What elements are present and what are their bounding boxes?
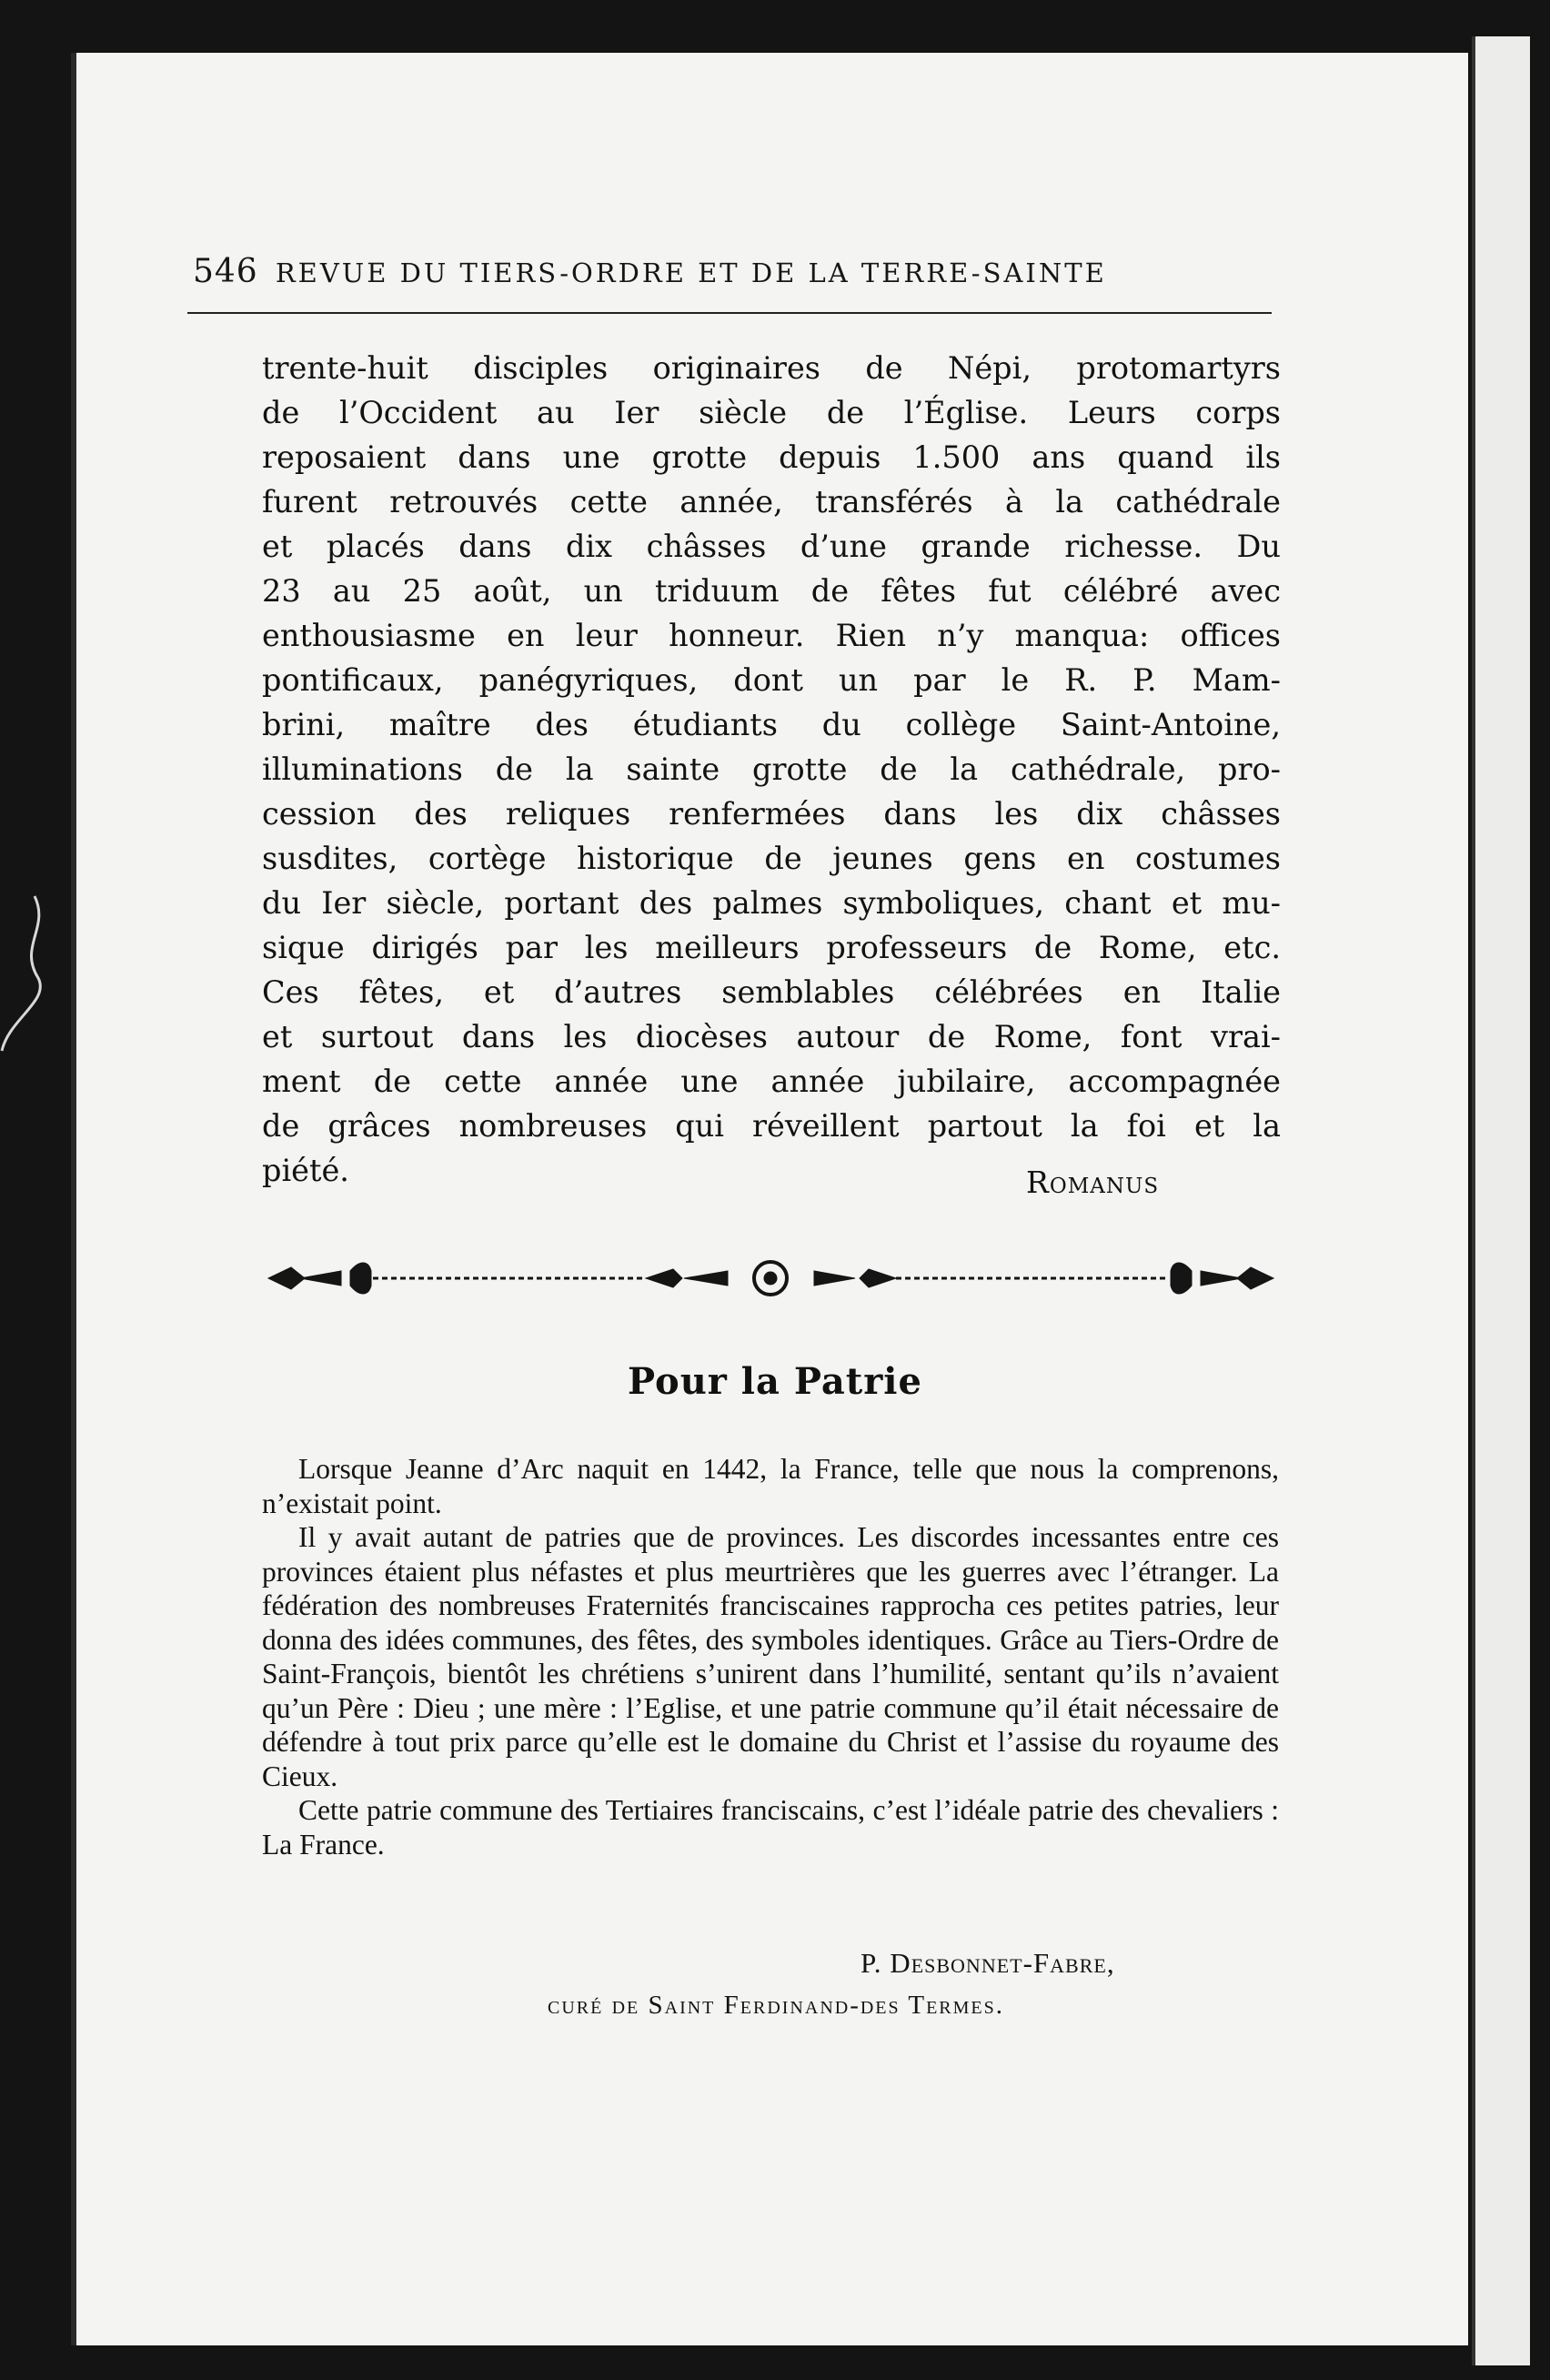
page-number: 546	[193, 253, 258, 290]
article-1-line: trente-huit disciples originaires de Népi, protomartyrs	[262, 350, 1281, 386]
article-1-line: furent retrouvés cette année, transférés à la cathédrale	[262, 484, 1281, 519]
article-1-body	[262, 346, 1281, 1193]
article-2-title: Pour la Patrie	[628, 1360, 922, 1403]
thread-decoration	[0, 892, 64, 1055]
article-2-signature-title: curé de Saint Ferdinand-des Termes.	[548, 1991, 1005, 2020]
article-1-line: sique dirigés par les meilleurs professeurs de Rome, etc.	[262, 930, 1281, 965]
article-1-line: pontificaux, panégyriques, dont un par le R. P. Mam-	[262, 662, 1281, 698]
article-1-line: piété.	[262, 1153, 349, 1188]
article-1-line: cession des reliques renfermées dans les dix châsses	[262, 796, 1281, 832]
ornamental-divider	[264, 1251, 1278, 1306]
article-1-line: illuminations de la sainte grotte de la cathédrale, pro-	[262, 751, 1281, 787]
article-2-signature-name: P. Desbonnet-Fabre,	[861, 1947, 1115, 1979]
article-1-line: du Ier siècle, portant des palmes symboliques, chant et mu-	[262, 885, 1281, 921]
running-head: REVUE DU TIERS-ORDRE ET DE LA TERRE-SAINTE	[275, 257, 1107, 288]
header-rule	[187, 312, 1272, 314]
page-header	[193, 253, 1271, 290]
article-2-paragraph: Lorsque Jeanne d’Arc naquit en 1442, la France, telle que nous la comprenons, n’existait point.	[262, 1453, 1279, 1519]
article-1-line: reposaient dans une grotte depuis 1.500 ans quand ils	[262, 439, 1281, 475]
facing-page-edge	[1472, 36, 1530, 2365]
article-1-signature: Romanus	[1026, 1165, 1160, 1200]
article-2-body	[262, 1452, 1279, 1861]
article-1-line: brini, maître des étudiants du collège Saint-Antoine,	[262, 707, 1281, 742]
article-1-line: enthousiasme en leur honneur. Rien n’y manqua: offices	[262, 618, 1281, 653]
article-1-line: susdites, cortège historique de jeunes gens en costumes	[262, 841, 1281, 876]
article-1-line: Ces fêtes, et d’autres semblables célébrées en Italie	[262, 974, 1281, 1010]
article-2-paragraph: Il y avait autant de patries que de provinces. Les discordes incessantes entre ces provinces étaient plus néfastes et plus meurtrières que les guerres avec l’étranger. La fédération des nombreuses Fraternités franciscaines rapprocha ces petites patries, leur donna des idées communes, des fêtes, des symboles identiques. Grâce au Tiers-Ordre de Saint-François, bientôt les chrétiens s’unirent dans l’humilité, sentant qu’ils n’avaient qu’un Père : Dieu ; une mère : l’Eglise, et une patrie commune qu’il était nécessaire de défendre à tout prix parce qu’elle est le domaine du Christ et l’assise du royaume des Cieux.	[262, 1521, 1279, 1792]
article-2-paragraph: Cette patrie commune des Tertiaires franciscains, c’est l’idéale patrie des chevaliers : La France.	[262, 1794, 1279, 1861]
article-1-line: et placés dans dix châsses d’une grande richesse. Du	[262, 529, 1281, 564]
article-1-line: de grâces nombreuses qui réveillent partout la foi et la	[262, 1108, 1281, 1144]
article-1-line: ment de cette année une année jubilaire, accompagnée	[262, 1064, 1281, 1099]
article-1-line: et surtout dans les diocèses autour de Rome, font vrai-	[262, 1019, 1281, 1054]
article-1-line: 23 au 25 août, un triduum de fêtes fut célébré avec	[262, 573, 1281, 609]
article-1-line: de l’Occident au Ier siècle de l’Église. Leurs corps	[262, 395, 1281, 430]
